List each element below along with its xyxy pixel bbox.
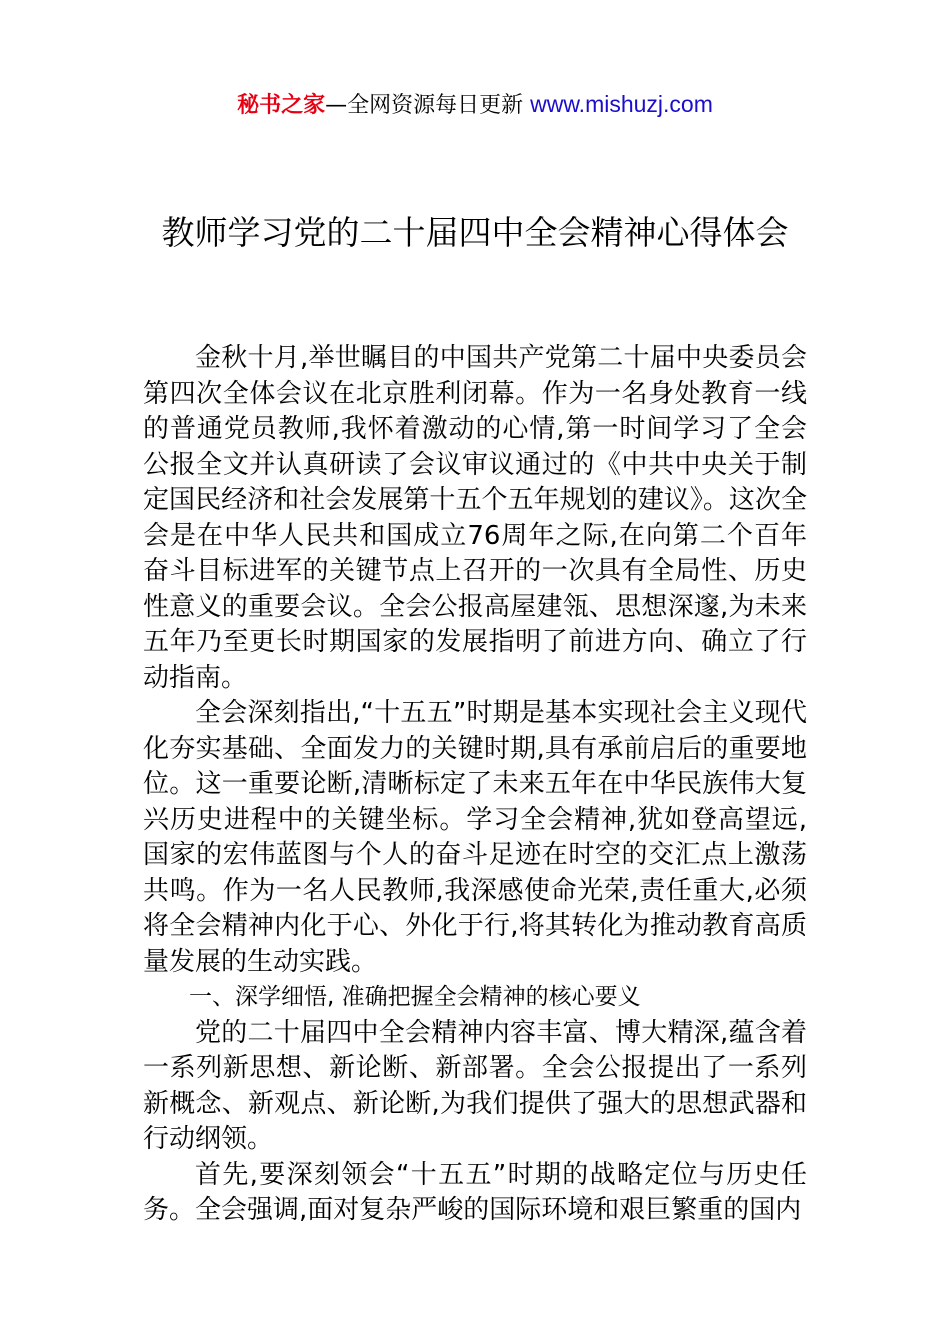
document-body [143,341,807,1229]
site-brand: 秘书之家 [237,93,326,118]
paragraph-intro: 金秋十月,举世瞩目的中国共产党第二十届中央委员会第四次全体会议在北京胜利闭幕。作为一名身处教育一线的普通党员教师,我怀着激动的心情,第一时间学习了全会公报全文并认真研读了会议审议通过的《中共中央关于制定国民经济和社会发展第十五个五年规划的建议》。这次全会是在中华人民共和国成立76周年之际,在向第二个百年奋斗目标进军的关键节点上召开的一次具有全局性、历史性意义的重要会议。全会公报高屋建瓴、思想深邃,为未来五年乃至更长时期国家的发展指明了前进方向、确立了行动指南。 [143,343,807,693]
section-heading-1: 一、深学细悟, 准确把握全会精神的核心要义 [189,984,641,1010]
document-title: 教师学习党的二十届四中全会精神心得体会 [161,213,789,253]
paragraph-first-point: 首先,要深刻领会“十五五”时期的战略定位与历史任务。全会强调,面对复杂严峻的国际环境和艰巨繁重的国内 [143,1159,807,1225]
site-slogan: —全网资源每日更新 [325,93,531,118]
site-header [0,88,950,122]
site-url-link[interactable]: www.mishuzj.com [530,91,713,117]
paragraph-significance: 全会深刻指出,“十五五”时期是基本实现社会主义现代化夯实基础、全面发力的关键时期,具有承前启后的重要地位。这一重要论断,清晰标定了未来五年在中华民族伟大复兴历史进程中的关键坐标。学习全会精神,犹如登高望远,国家的宏伟蓝图与个人的奋斗足迹在时空的交汇点上激荡共鸣。作为一名人民教师,我深感使命光荣,责任重大,必须将全会精神内化于心、外化于行,将其转化为推动教育高质量发展的生动实践。 [143,698,807,977]
paragraph-section-1: 党的二十届四中全会精神内容丰富、博大精深,蕴含着一系列新思想、新论断、新部署。全会公报提出了一系列新概念、新观点、新论断,为我们提供了强大的思想武器和行动纲领。 [143,1017,807,1154]
